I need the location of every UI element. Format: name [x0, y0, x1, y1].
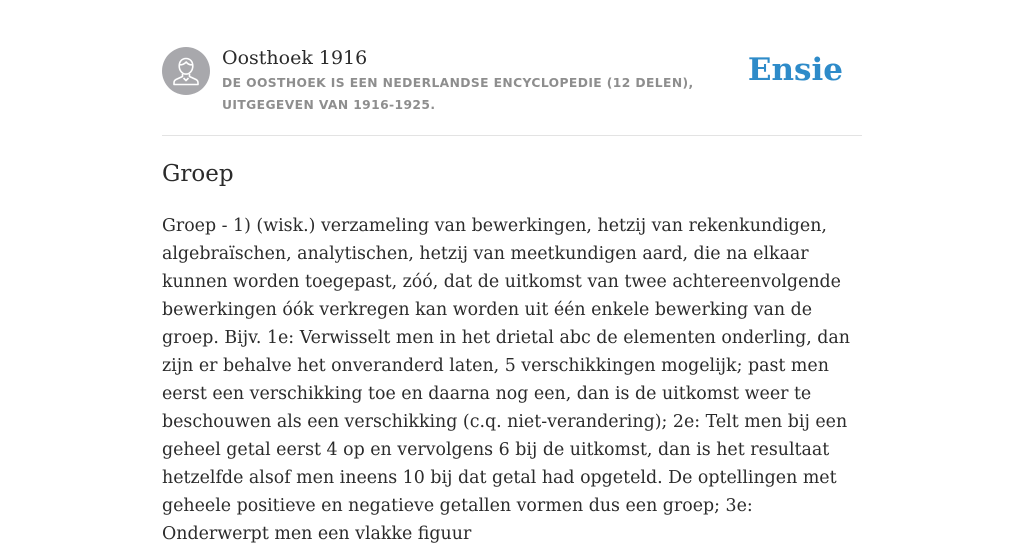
source-header: [162, 46, 862, 136]
source-description: DE OOSTHOEK IS EEN NEDERLANDSE ENCYCLOPEDIE (12 DELEN), UITGEGEVEN VAN 1916-1925.: [222, 76, 694, 112]
entry-title: Groep: [162, 161, 234, 187]
user-silhouette-icon: [162, 47, 210, 95]
source-title[interactable]: Oosthoek 1916: [222, 47, 368, 69]
source-avatar[interactable]: [162, 47, 210, 95]
ensie-logo[interactable]: Ensie: [747, 52, 843, 88]
entry-body: Groep - 1) (wisk.) verzameling van bewerkingen, hetzij van rekenkundigen, algebraïschen, analytischen, hetzij van meetkundigen aard, die na elkaar kunnen worden toegepast, zóó, dat de uitkomst van twee achtereenvolgende bewerkingen óók verkregen kan worden uit één enkele bewerking van de groep. Bijv. 1e: Verwisselt men in het drietal abc de elementen onderling, dan zijn er behalve het onveranderd laten, 5 verschikkingen mogelijk; past men eerst een verschikking toe en daarna nog een, dan is de uitkomst weer te beschouwen als een verschikking (c.q. niet-verandering); 2e: Telt men bij een geheel getal eerst 4 op en vervolgens 6 bij de uitkomst, dan is het resultaat hetzelfde alsof men ineens 10 bij dat getal had opgeteld. De optellingen met geheele positieve en negatieve getallen vormen dus een groep; 3e: Onderwerpt men een vlakke figuur: [162, 216, 850, 544]
header-divider: [162, 135, 862, 136]
